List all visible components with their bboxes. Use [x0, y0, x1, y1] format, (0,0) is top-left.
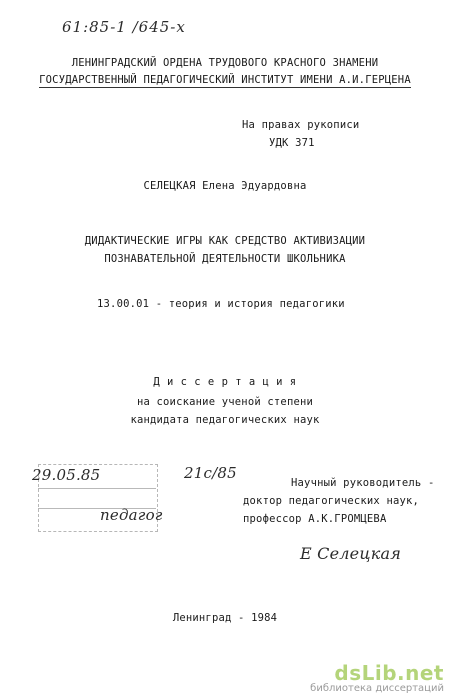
watermark-logo: dsLib.net [334, 661, 444, 685]
institution-line-2 [0, 74, 450, 86]
watermark-caption: библиотека диссертаций [310, 683, 444, 694]
institution-line-2-text: ГОСУДАРСТВЕННЫЙ ПЕДАГОГИЧЕСКИЙ ИНСТИТУТ ИМЕНИ А.И.ГЕРЦЕНА [39, 74, 411, 86]
supervisor-line-3: профессор А.К.ГРОМЦЕВА [243, 513, 387, 525]
stamp-number: 21с/85 [184, 464, 237, 482]
dissertation-title-line-1: ДИДАКТИЧЕСКИЕ ИГРЫ КАК СРЕДСТВО АКТИВИЗАЦИИ [84, 235, 366, 247]
degree-purpose-line-2: кандидата педагогических наук [130, 414, 320, 426]
place-and-year: Ленинград - 1984 [172, 612, 278, 624]
specialty-code: 13.00.01 - теория и история педагогики [97, 298, 345, 310]
udk-code: УДК 371 [269, 137, 315, 149]
dissertation-title-line-2: ПОЗНАВАТЕЛЬНОЙ ДЕЯТЕЛЬНОСТИ ШКОЛЬНИКА [104, 253, 346, 265]
manuscript-rights-label: На правах рукописи [242, 119, 360, 131]
degree-purpose-line-1: на соискание ученой степени [136, 396, 314, 408]
supervisor-line-1: Научный руководитель - [291, 477, 435, 489]
dissertation-label: Д и с с е р т а ц и я [153, 376, 297, 388]
stamp-date: 29.05.85 [32, 466, 101, 484]
site-watermark [310, 661, 444, 694]
institution-line-1: ЛЕНИНГРАДСКИЙ ОРДЕНА ТРУДОВОГО КРАСНОГО ЗНАМЕНИ [71, 57, 379, 69]
author-name: СЕЛЕЦКАЯ Елена Эдуардовна [143, 180, 307, 192]
author-signature: Е Селецкая [300, 544, 401, 563]
supervisor-line-2: доктор педагогических наук, [243, 495, 420, 507]
stamp-subject: педагог [100, 506, 163, 524]
archive-handwritten-note: 61:85-1 /645-х [62, 18, 186, 36]
